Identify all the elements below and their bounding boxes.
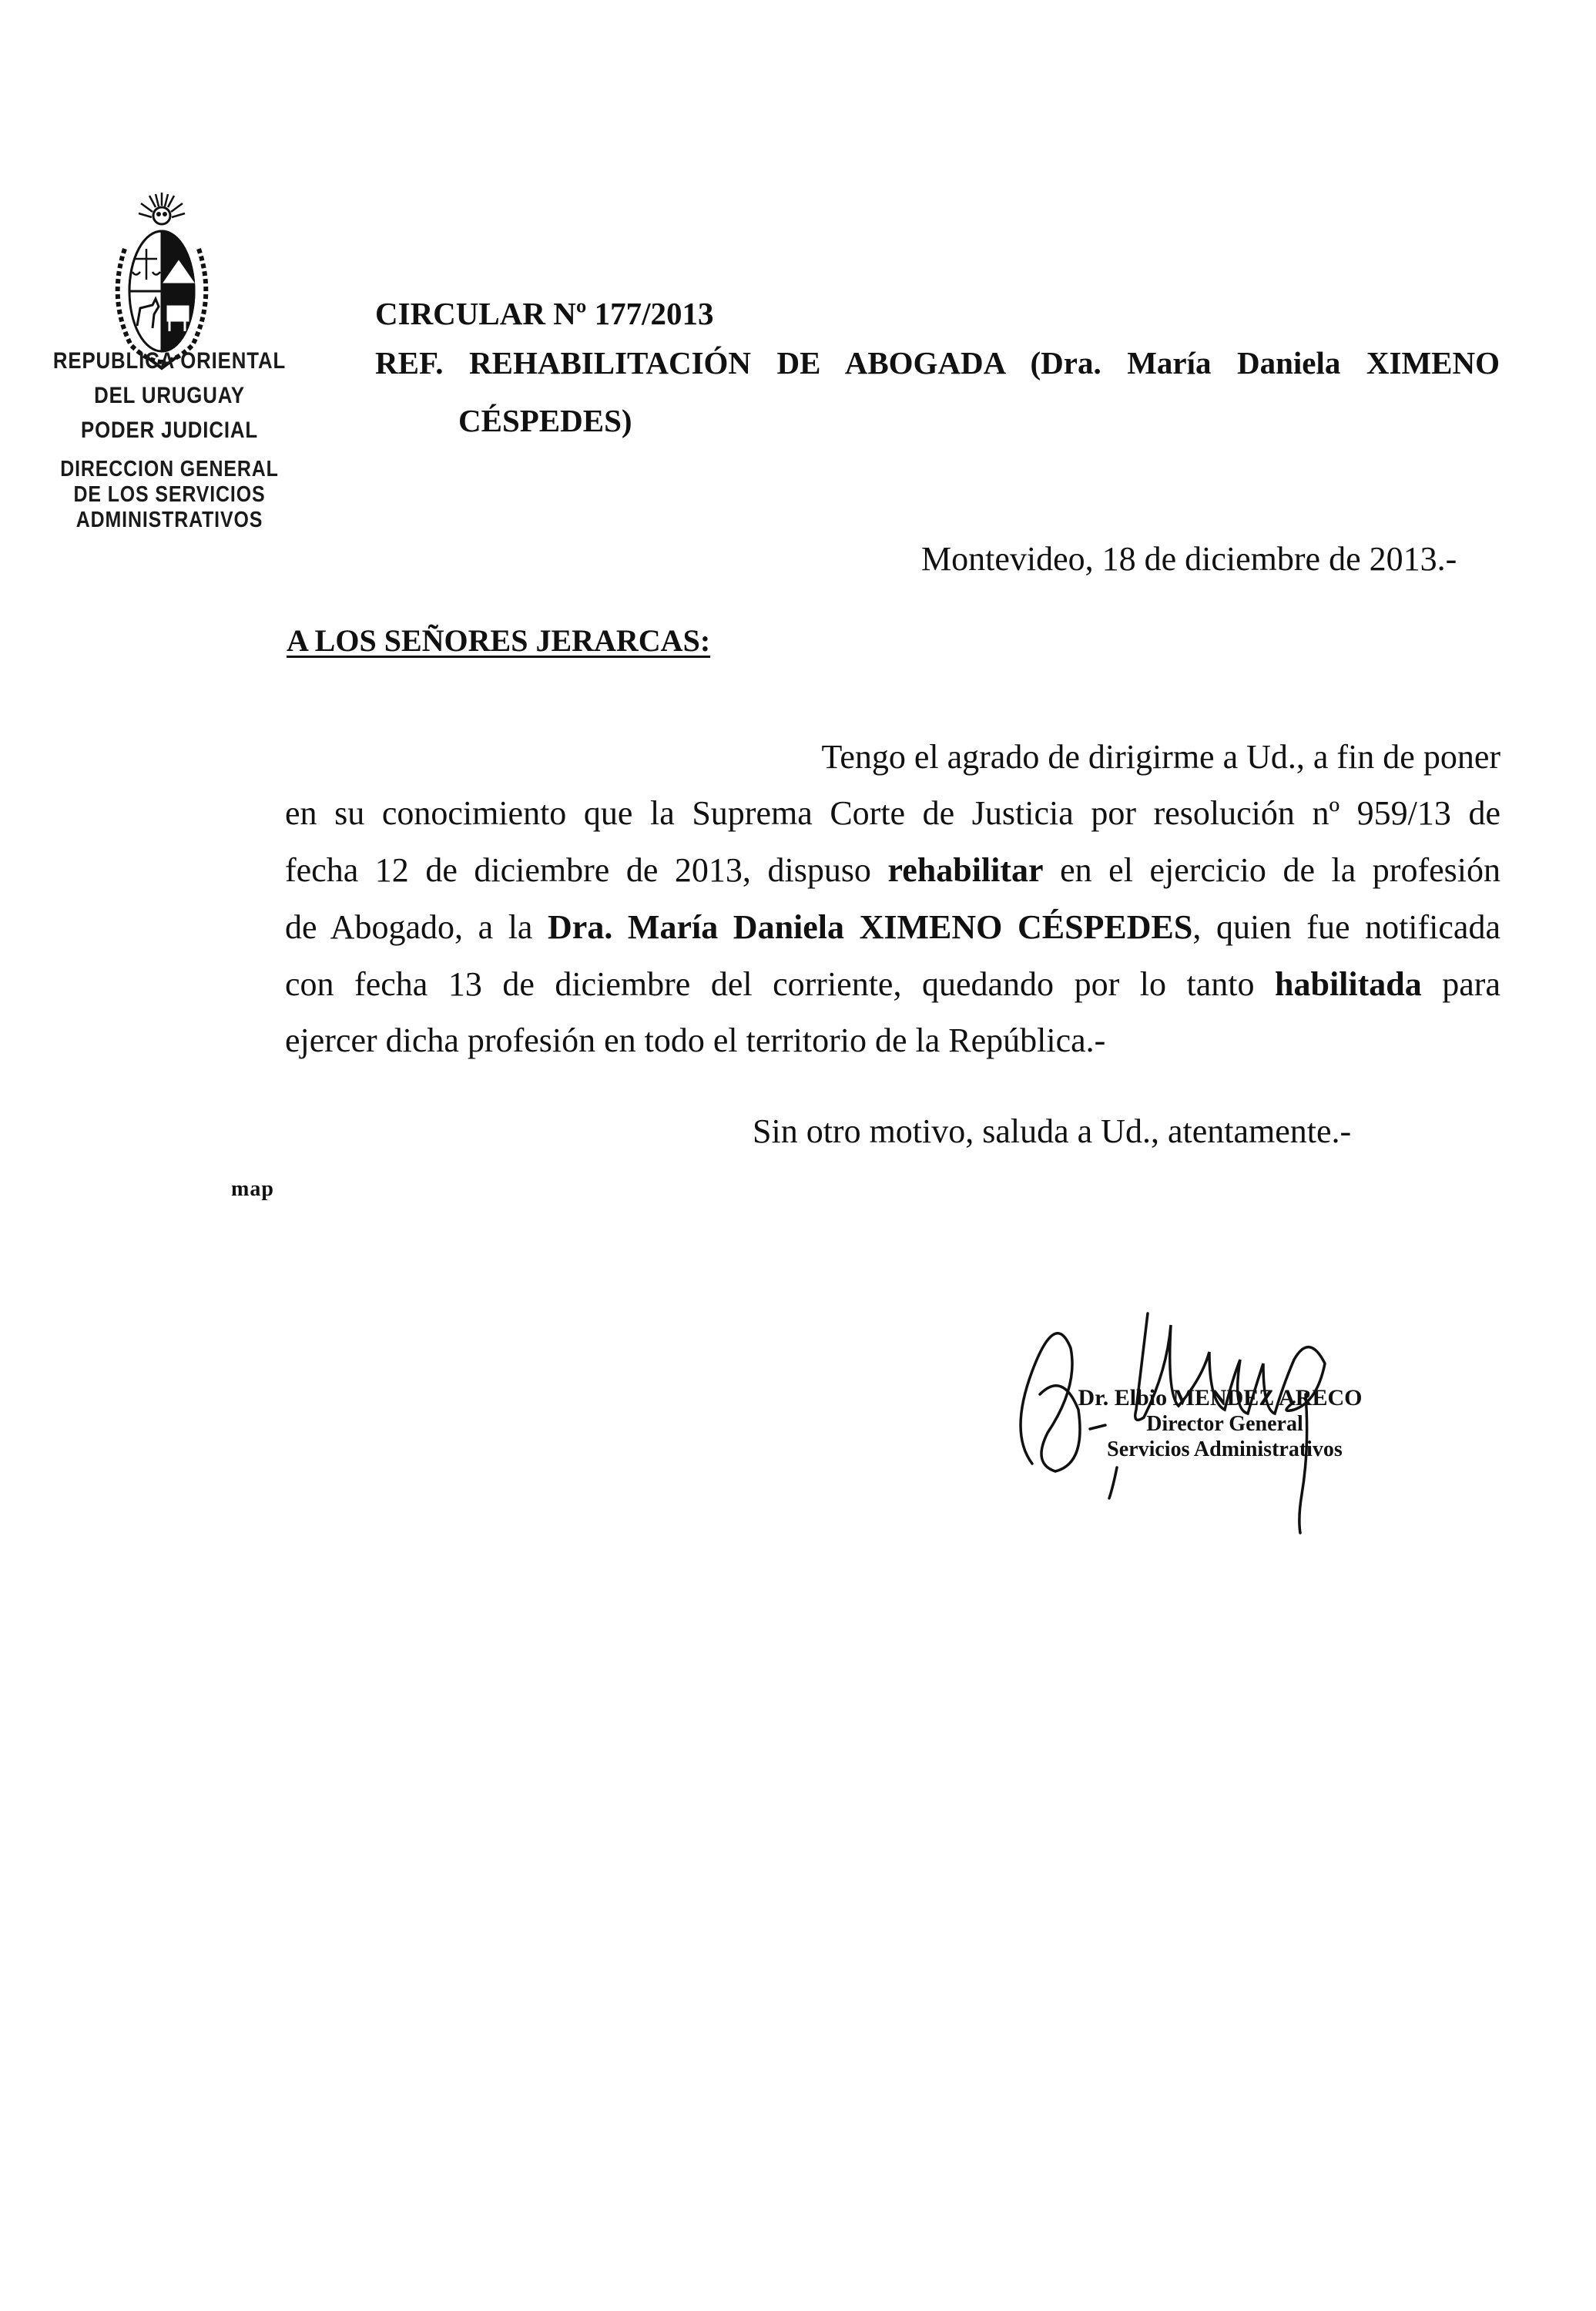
circular-number: CIRCULAR Nº 177/2013 xyxy=(375,296,714,331)
reference-line-continued: CÉSPEDES) xyxy=(458,403,632,438)
body-line: ejercer dicha profesión en todo el territorio de la República.- xyxy=(285,1021,1106,1059)
text-run: en el ejercicio de la profesión xyxy=(1043,851,1500,889)
date-line: Montevideo, 18 de diciembre de 2013.- xyxy=(921,540,1457,578)
letterhead-line: PODER JUDICIAL xyxy=(81,418,258,443)
reference-line: REF. REHABILITACIÓN DE ABOGADA (Dra. María Daniela XIMENO xyxy=(375,345,1500,381)
letterhead-line: DE LOS SERVICIOS xyxy=(73,482,266,507)
emphasis-habilitada: habilitada xyxy=(1275,965,1422,1003)
letterhead-department xyxy=(50,457,289,533)
body-line xyxy=(285,850,1500,890)
body-line: en su conocimiento que la Suprema Corte de Justicia por resolución nº 959/13 de xyxy=(285,794,1500,832)
letterhead-line: DIRECCION GENERAL xyxy=(60,457,279,481)
signatory-name: Dr. Elbio MENDEZ ARECO xyxy=(1078,1385,1363,1410)
text-run: con fecha 13 de diciembre del corriente, quedando por lo tanto xyxy=(285,965,1275,1003)
salutation: A LOS SEÑORES JERARCAS: xyxy=(287,623,711,658)
coat-of-arms-icon xyxy=(108,191,216,372)
letterhead-line: DEL URUGUAY xyxy=(94,383,245,408)
body-line: Tengo el agrado de dirigirme a Ud., a fin de poner xyxy=(821,738,1500,776)
emphasis-lawyer-name: Dra. María Daniela XIMENO CÉSPEDES xyxy=(548,908,1193,946)
text-run: fecha 12 de diciembre de 2013, dispuso xyxy=(285,851,888,889)
typist-initials: map xyxy=(231,1177,274,1201)
signatory-department: Servicios Administrativos xyxy=(1107,1437,1343,1461)
signatory-role: Director General xyxy=(1146,1412,1303,1436)
text-run: , quien fue notificada xyxy=(1192,908,1500,946)
text-run: de Abogado, a la xyxy=(285,908,548,946)
closing-line: Sin otro motivo, saluda a Ud., atentamente.- xyxy=(753,1112,1352,1150)
body-line xyxy=(285,907,1500,947)
text-run: para xyxy=(1421,965,1500,1003)
signature-block xyxy=(1063,1385,1386,1462)
letterhead-line: REPUBLICA ORIENTAL xyxy=(52,348,287,374)
emphasis-rehabilitar: rehabilitar xyxy=(887,851,1044,889)
body-line xyxy=(285,964,1500,1004)
letterhead-line: ADMINISTRATIVOS xyxy=(75,508,263,532)
